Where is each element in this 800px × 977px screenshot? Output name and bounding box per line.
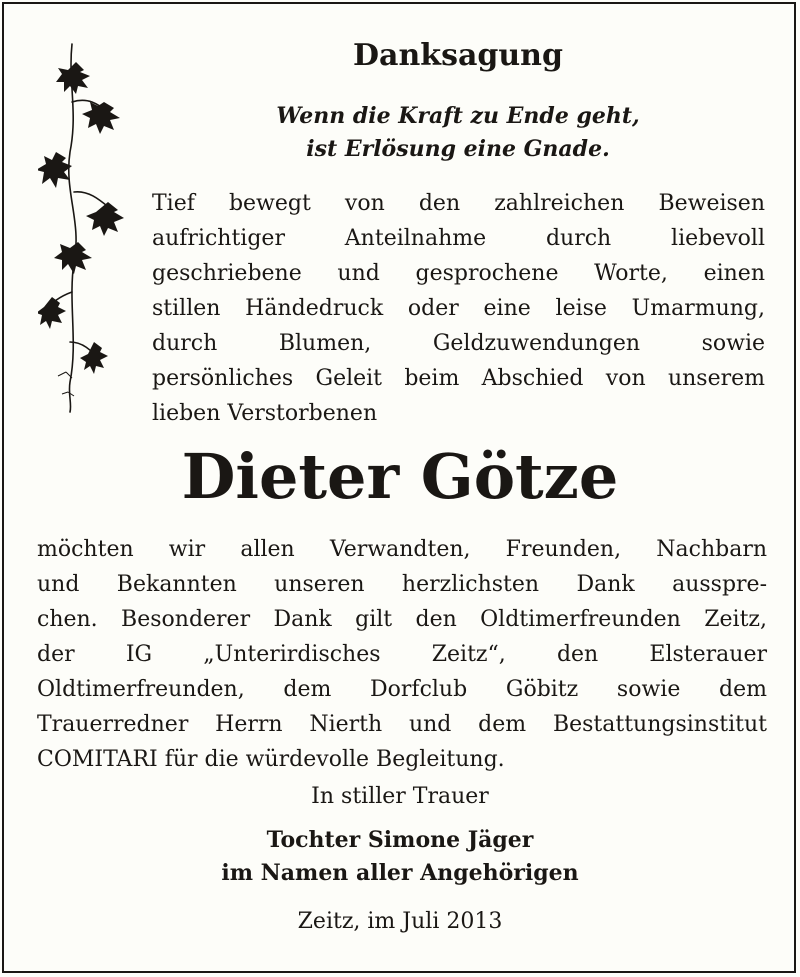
signers (0, 824, 800, 890)
intro-line: geschriebene und gesprochene Worte, einen (152, 261, 765, 286)
thanks-line: COMITARI für die würdevolle Begleitung. (37, 747, 505, 772)
closing-phrase: In stiller Trauer (311, 784, 489, 809)
signer-line: im Namen aller Angehörigen (221, 860, 579, 886)
intro-line: aufrichtiger Anteilnahme durch liebevoll (152, 226, 765, 251)
intro-line: stillen Händedruck oder eine leise Umarmung, (152, 296, 765, 321)
motto-line: Wenn die Kraft zu Ende geht, (276, 103, 640, 129)
motto-line: ist Erlösung eine Gnade. (306, 136, 610, 162)
notice-title: Danksagung (353, 38, 563, 73)
intro-line: Tief bewegt von den zahlreichen Beweisen (152, 191, 765, 216)
thanks-line: und Bekannten unseren herzlichsten Dank ausspre- (37, 572, 767, 597)
motto (150, 100, 766, 166)
deceased-name: Dieter Götze (181, 440, 619, 513)
intro-line: lieben Verstorbenen (152, 401, 378, 426)
place-date: Zeitz, im Juli 2013 (297, 909, 503, 934)
intro-line: persönliches Geleit beim Abschied von unserem (152, 366, 765, 391)
thanks-line: der IG „Unterirdisches Zeitz“, den Elsterauer (37, 642, 767, 667)
thanks-paragraph (37, 532, 767, 777)
intro-paragraph (152, 186, 765, 431)
thanks-line: chen. Besonderer Dank gilt den Oldtimerfreunden Zeitz, (37, 607, 767, 632)
signer-line: Tochter Simone Jäger (266, 827, 534, 853)
ivy-vine-icon (38, 42, 138, 414)
intro-line: durch Blumen, Geldzuwendungen sowie (152, 331, 765, 356)
thanks-line: Oldtimerfreunden, dem Dorfclub Göbitz sowie dem (37, 677, 767, 702)
thanks-line: möchten wir allen Verwandten, Freunden, Nachbarn (37, 537, 767, 562)
thanks-line: Trauerredner Herrn Nierth und dem Bestattungsinstitut (37, 712, 767, 737)
